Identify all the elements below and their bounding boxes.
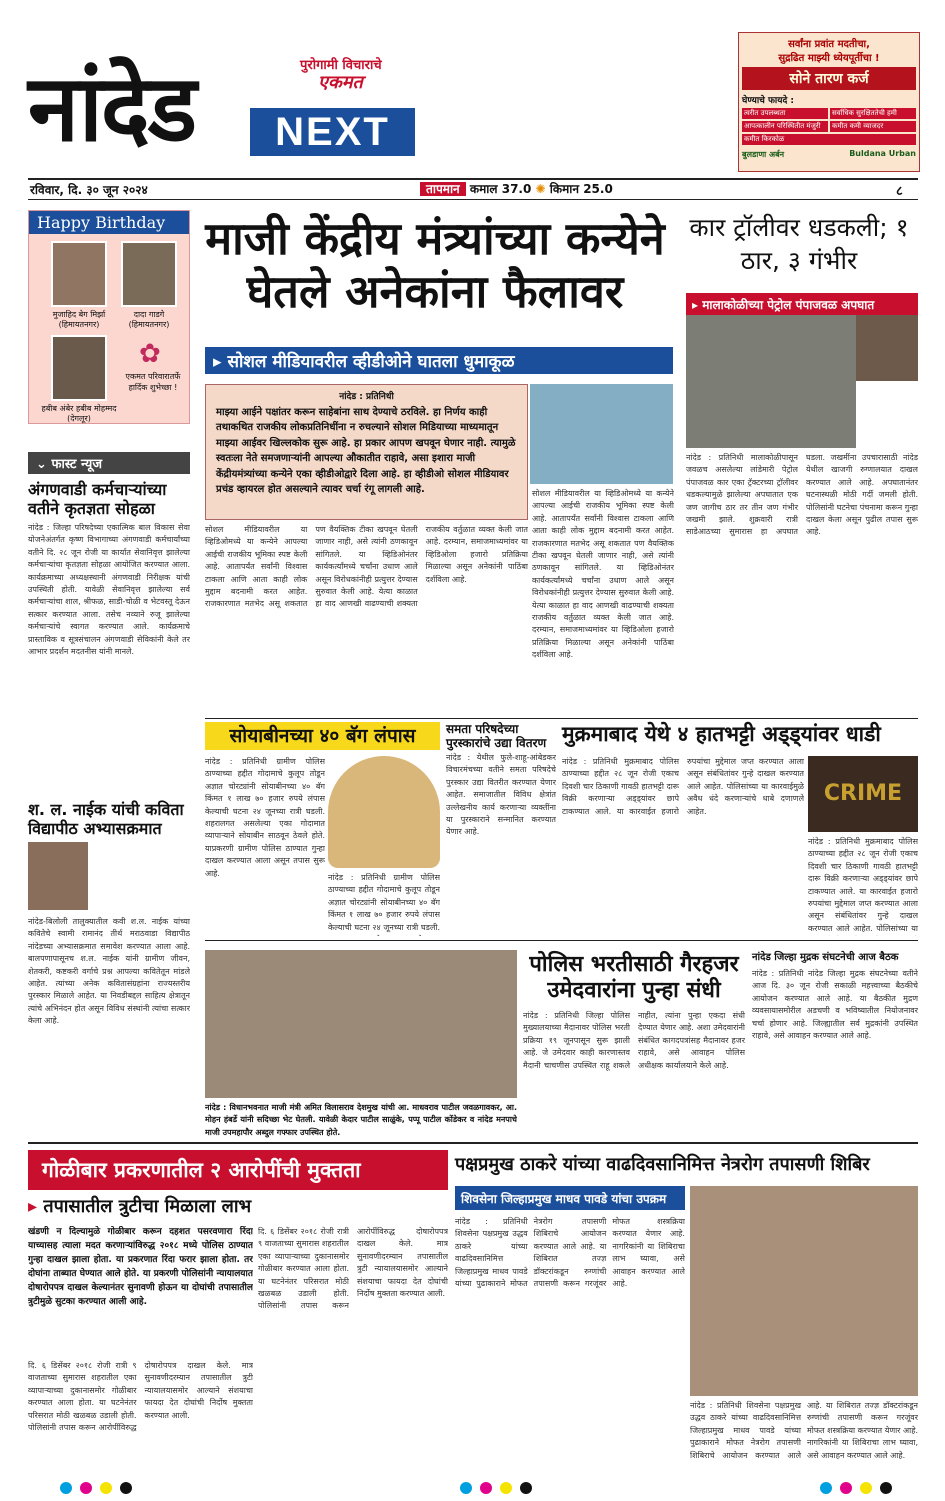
car-subhead: ▸ मालाकोळीच्या पेट्रोल पंपाजवळ अपघात <box>686 293 918 315</box>
birthday-place: (हिमायतनगर) <box>58 320 100 329</box>
lead-subhead-text: सोशल मीडियावरील व्हीडीओने घातला धुमाकूळ <box>227 352 515 372</box>
ad-pill: आपत्कालीन परिस्थितीत मंजुरी <box>742 121 828 132</box>
masthead-eknamat: एकमत <box>318 72 363 93</box>
fast-news-header <box>28 452 190 474</box>
birthday-name: दादा गाडगे <box>133 310 165 319</box>
birthday-name: हबीब अंबेर हबीब मोहम्मद <box>41 404 117 413</box>
register-dot <box>880 1482 892 1494</box>
thackeray-photo <box>690 1186 918 1396</box>
group-photo <box>205 950 517 1098</box>
car-headline[interactable]: कार ट्रॉलीवर धडकली; १ ठार, ३ गंभीर <box>689 213 909 275</box>
register-dot <box>60 1482 72 1494</box>
mukramabad-story: नांदेड : प्रतिनिधी मुक्रमाबाद पोलिस ठाण्याच्या हद्दीत २८ जून रोजी एकाच दिवशी चार ठिकाणी गावठी हातभट्टी दारू विक्री करणाऱ्या अड्ड्यांवर छापे टाकण्यात आले. या कारवाईत हजारो रुपयांचा मुद्देमाल जप्त करण्यात आला असून संबंधितांवर गुन्हे दाखल करण्यात आले आहेत. पोलिसांच्या या कारवाईमुळे अवैध धंदे करणाऱ्यांचे धाबे दणाणले आहेत. <box>562 757 804 816</box>
birthday-box <box>28 210 190 424</box>
weather-strip <box>420 180 613 197</box>
mudrak-story: नांदेड : प्रतिनिधी नांदेड जिल्हा मुद्रक संघटनेच्या वतीने आज दि. ३० जून रोजी सकाळी महत्त्वाच्या बैठकीचे आयोजन करण्यात आले आहे. या बैठकीत मुद्रण व्यवसायासमोरील अडचणी व भविष्यातील नियोजनावर चर्चा होणार आहे. जिल्ह्यातील सर्व मुद्रकांनी उपस्थित राहावे, असे आवाहन करण्यात आले आहे. <box>752 969 918 1040</box>
sun-icon: ✺ <box>535 182 546 196</box>
print-register-marks <box>0 1474 945 1501</box>
birthday-title: Happy Birthday <box>29 211 189 234</box>
weather-label: तापमान <box>420 182 466 196</box>
register-dot <box>480 1482 492 1494</box>
register-dot <box>120 1482 132 1494</box>
soyabean-story-cont: नांदेड : प्रतिनिधी ग्रामीण पोलिस ठाण्याच्या हद्दीत गोदामाचे कुलूप तोडून अज्ञात चोरट्यांनी सोयाबीनच्या ४० बॅग किंमत १ लाख ७० हजार रुपये लंपास केल्याची घटना २४ जूनच्या रात्री घडली. <box>328 873 440 932</box>
accident-car-photo <box>686 315 856 448</box>
divider <box>205 940 918 941</box>
flower-icon: ✿ <box>139 339 161 369</box>
goli-headline[interactable]: गोळीबार प्रकरणातील २ आरोपींची मुक्तता <box>28 1150 448 1190</box>
victim-photo <box>856 315 918 381</box>
divider <box>205 718 918 719</box>
soyabean-headline[interactable]: सोयाबीनच्या ४० बॅग लंपास <box>205 722 440 750</box>
group-photo-caption: नांदेड : विधानभवनात माजी मंत्री अमित विलासराव देशमुख यांची आ. माधवराव पाटील जवळगावकर, आ. मोहन हंबर्डे यांनी सदिच्छा भेट घेतली. यावेळी केदार पाटील साळुंके, पप्पू पाटील कोंडेकर व नांदेड मनपाचे माजी उपमहापौर अब्दुल गफ्फार उपस्थित होते. <box>205 1103 517 1137</box>
lead-byline: नांदेड : प्रतिनिधी <box>339 392 394 402</box>
birthday-photo <box>51 241 107 307</box>
ad-pill: सर्वाधिक सुरक्षिततेची हमी <box>830 108 916 119</box>
ad-line1: सर्वांना प्रवांत मदतीचा, <box>788 39 870 50</box>
ad-footer-right: Buldana Urban <box>849 149 916 158</box>
issue-date: रविवार, दि. ३० जून २०२४ <box>30 183 148 197</box>
register-dot <box>80 1482 92 1494</box>
eye-camp-story-cont: नांदेड : प्रतिनिधी शिवसेना पक्षप्रमुख उद्धव ठाकरे यांच्या वाढदिवसानिमित्त जिल्हाप्रमुख माधव पावडे यांच्या पुढाकाराने मोफत नेत्ररोग तपासणी शिबिराचे आयोजन करण्यात आले आहे. या शिबिरात तज्ज्ञ डॉक्टरांकडून रुग्णांची तपासणी करून गरजूंवर मोफत शस्त्रक्रिया करण्यात येणार आहे. नागरिकांनी या शिबिराचा लाभ घ्यावा, असे आवाहन करण्यात आले आहे. <box>690 1401 918 1460</box>
ad-pill: त्वरीत उपलब्धता <box>742 108 828 119</box>
eye-camp-story: नांदेड : प्रतिनिधी शिवसेना पक्षप्रमुख उद्धव ठाकरे यांच्या वाढदिवसानिमित्त जिल्हाप्रमुख माधव पावडे यांच्या पुढाकाराने मोफत नेत्ररोग तपासणी शिबिराचे आयोजन करण्यात आले आहे. या शिबिरात तज्ज्ञ डॉक्टरांकडून रुग्णांची तपासणी करून गरजूंवर मोफत शस्त्रक्रिया करण्यात येणार आहे. नागरिकांनी या शिबिराचा लाभ घ्यावा, असे आवाहन करण्यात आले आहे. <box>455 1217 685 1288</box>
ad-pill: कमीत कमी व्याजदर <box>830 121 916 132</box>
samata-story: नांदेड : येथील फुले-शाहू-आंबेडकर विचारमंचच्या वतीने समता परिषदेचे पुरस्कार उद्या वितरीत करण्यात येणार आहेत. समाजातील विविध क्षेत्रांत उल्लेखनीय कार्य करणाऱ्या व्यक्तींना या पुरस्काराने सन्मानित करण्यात येणार आहे. <box>446 753 556 837</box>
soyabean-story: नांदेड : प्रतिनिधी ग्रामीण पोलिस ठाण्याच्या हद्दीत गोदामाचे कुलूप तोडून अज्ञात चोरट्यांनी सोयाबीनच्या ४० बॅग किंमत १ लाख ७० हजार रुपये लंपास केल्याची घटना २४ जूनच्या रात्री घडली. शहरालगत असलेल्या एका गोदामात व्यापाऱ्याने सोयाबीन साठवून ठेवले होते. याप्रकरणी ग्रामीण पोलिस ठाण्यात गुन्हा दाखल करण्यात आला असून तपास सुरू आहे. <box>205 757 325 878</box>
goli-lede: खंडणी न दिल्यामुळे गोळीबार करून दहशत पसरवणारा रिंदा याच्यासह त्याला मदत करणाऱ्यांविरुद्ध २०१८ मध्ये पोलिस ठाण्यात गुन्हा दाखल झाला होता. या प्रकरणात रिंदा फरार झाला होता. तर दोघांना ताब्यात घेण्यात आले होते. या प्रकरणी पोलिसांनी न्यायालयात दोषारोपपत्र दाखल केल्यानंतर सुनावणी होऊन या दोघांची तपासातील त्रुटीमुळे सुटका करण्यात आली आहे. <box>28 1227 253 1307</box>
birthday-photo <box>121 241 177 307</box>
headline-naik[interactable]: श. ल. नाईक यांची कविता विद्यापीठ अभ्यासक्रमात <box>28 800 184 839</box>
goli-story-cont: दि. ६ डिसेंबर २०१८ रोजी रात्री ९ वाजताच्या सुमारास शहरातील एका व्यापाऱ्याच्या दुकानासमोर गोळीबार करण्यात आला होता. या घटनेनंतर परिसरात मोठी खळबळ उडाली होती. पोलिसांनी तपास करून आरोपींविरुद्ध दोषारोपपत्र दाखल केले. मात्र सुनावणीदरम्यान तपासातील त्रुटी न्यायालयासमोर आल्याने संशयाचा फायदा देत दोघांची निर्दोष मुक्तता करण्यात आली. <box>258 1227 448 1311</box>
register-dot <box>500 1482 512 1494</box>
goli-subhead-text: तपासातील त्रुटीचा मिळाला लाभ <box>43 1196 252 1217</box>
register-dot <box>860 1482 872 1494</box>
car-subhead-text: मालाकोळीच्या पेट्रोल पंपाजवळ अपघात <box>702 298 875 312</box>
min-temp: किमान 25.0 <box>549 182 613 196</box>
birthday-wish: एकमत परिवारातर्फे हार्दिक शुभेच्छा ! <box>125 372 181 392</box>
chevron-down-icon: ⌄ <box>36 457 47 472</box>
gold-loan-ad[interactable] <box>738 32 920 172</box>
ad-footer-left: बुलडाणा अर्बन <box>742 150 785 159</box>
birthday-place: (देगलूर) <box>67 414 91 423</box>
lead-subhead: ▸ सोशल मीडियावरील व्हीडीओने घातला धुमाकूळ <box>205 347 673 374</box>
police-headline[interactable]: पोलिस भरतीसाठी गैरहजर उमेदवारांना पुन्हा संधी <box>529 952 739 1004</box>
masthead-next-logo: NEXT <box>250 108 415 156</box>
goli-story: दि. ६ डिसेंबर २०१८ रोजी रात्री ९ वाजताच्या सुमारास शहरातील एका व्यापाऱ्याच्या दुकानासमोर गोळीबार करण्यात आला होता. या घटनेनंतर परिसरात मोठी खळबळ उडाली होती. पोलिसांनी तपास करून आरोपींविरुद्ध दोषारोपपत्र दाखल केले. मात्र सुनावणीदरम्यान तपासातील त्रुटी न्यायालयासमोर आल्याने संशयाचा फायदा देत दोघांची निर्दोष मुक्तता करण्यात आली. <box>28 1361 253 1432</box>
eye-camp-headline[interactable]: पक्षप्रमुख ठाकरे यांच्या वाढदिवसानिमित्त नेत्ररोग तपासणी शिबिर <box>455 1154 870 1175</box>
chevron-right-icon: ▸ <box>28 1196 38 1217</box>
mukramabad-headline[interactable]: मुक्रमाबाद येथे ४ हातभट्टी अड्ड्यांवर धाडी <box>562 722 881 746</box>
police-story: नांदेड : प्रतिनिधी जिल्हा पोलिस मुख्यालयाच्या मैदानावर पोलिस भरती प्रक्रिया १९ जूनपासून सुरू झाली आहे. जे उमेदवार काही कारणास्तव मैदानी चाचणीस उपस्थित राहू शकले नाहीत, त्यांना पुन्हा एकदा संधी देण्यात येणार आहे. अशा उमेदवारांनी संबंधित कागदपत्रांसह मैदानावर हजर राहावे, असे आवाहन पोलिस अधीक्षक कार्यालयाने केले आहे. <box>523 1011 745 1070</box>
story-naik: नांदेड-बिलोली तालुक्यातील कवी श.ल. नाईक यांच्या कवितेचे स्वामी रामानंद तीर्थ मराठवाडा विद्यापीठ नांदेडच्या अभ्यासक्रमात समावेश करण्यात आला आहे. बालपणापासूनच श.ल. नाईक यांनी ग्रामीण जीवन, शेतकरी, कष्टकरी वर्गाचे प्रश्न आपल्या कवितेतून मांडले आहेत. त्यांच्या अनेक कवितासंग्रहांना राज्यस्तरीय पुरस्कार मिळाले आहेत. या निवडीबद्दल साहित्य क्षेत्रातून त्यांचे अभिनंदन होत असून विविध संस्थांनी त्यांचा सत्कार केला आहे. <box>28 917 190 1026</box>
lead-quote: माझ्या आईने पक्षांतर करून साहेबांना साथ देण्याचे ठरविले. हा निर्णय काही तथाकथित राजकीय लोकप्रतिनिधींना न रुचल्याने सोशल मिडियाच्या माध्यमातून माझ्या आईवर खिल्लकोक सुरू आहे. हा प्रकार आपण खपवून घेणार नाही. त्यामुळे स्वतःला नेते समजणाऱ्यांनी आपल्या औकातीत राहावे, असा इशारा माजी केंद्रीयमंत्र्यांच्या कन्येने एका व्हीडीओद्वारे दिला आहे. हा व्हीडीओ सोशल मीडियावर प्रचंड व्हायरल होत असल्याने त्यावर चर्चा रंगू लागली आहे. <box>216 406 516 496</box>
car-story: नांदेड : प्रतिनिधी मालाकोळीपासून जवळच असलेल्या लांडेमारी पेट्रोल पंपाजवळ कार एका ट्रॅक्टरच्या ट्रॉलीवर धडकल्यामुळे झालेल्या अपघातात एक जण जागीच ठार तर तीन जण गंभीर जखमी झाले. शुक्रवारी रात्री साडेआठच्या सुमारास हा अपघात घडला. जखमींना उपचारासाठी नांदेड येथील खाजगी रुग्णालयात दाखल करण्यात आले आहे. अपघातानंतर घटनास्थळी मोठी गर्दी जमली होती. पोलिसांनी घटनेचा पंचनामा करून गुन्हा दाखल केला असून पुढील तपास सुरू आहे. <box>686 453 918 537</box>
crime-graphic: CRIME <box>808 756 918 832</box>
page-number: ८ <box>896 184 903 199</box>
story-anganwadi: नांदेड : जिल्हा परिषदेच्या एकात्मिक बाल विकास सेवा योजनेअंतर्गत कृष्ण विभागाच्या अंगणवाडी कर्मचार्यांच्या वतीने दि. २८ जून रोजी या कार्यात सेवानिवृत्त झालेल्या कर्मचाऱ्यांचा कृतज्ञता सोहळा आयोजित करण्यात आला. कार्यक्रमाच्या अध्यक्षस्थानी अंगणवाडी निरीक्षक यांची उपस्थिती होती. यावेळी सेवानिवृत्त झालेल्या सर्व कर्मचाऱ्यांचा शाल, श्रीफळ, साडी-चोळी व भेटवस्तू देऊन सत्कार करण्यात आला. तसेच नव्याने रुजू झालेल्या कर्मचाऱ्यांचे स्वागत करण्यात आले. कार्यक्रमाचे प्रास्ताविक व सूत्रसंचालन अंगणवाडी सेविकांनी केले तर आभार प्रदर्शन मदतनीस यांनी मानले. <box>28 523 190 656</box>
naik-photo <box>28 842 88 910</box>
samata-headline[interactable]: समता परिषदेच्या पुरस्कारांचे उद्या वितरण <box>446 722 547 751</box>
max-temp: कमाल 37.0 <box>469 182 532 196</box>
lead-quote-box <box>205 384 528 520</box>
divider <box>28 1142 918 1144</box>
lead-body-right: सोशल मीडियावरील या व्हिडिओमध्ये या कन्येने आपल्या आईची राजकीय भूमिका स्पष्ट केली आहे. आतापर्यंत सर्वांनी विश्वास टाकला आणि आता काही लोक मुद्दाम बदनामी करत आहेत. राजकारणात मतभेद असू शकतात पण वैयक्तिक टीका खपवून घेतली जाणार नाही, असे त्यांनी ठणकावून सांगितले. या व्हिडिओनंतर कार्यकर्त्यांमध्ये चर्चांना उधाण आले असून विरोधकांनीही प्रत्युत्तर देण्यास सुरुवात केली आहे. येत्या काळात हा वाद आणखी वाढण्याची शक्यता राजकीय वर्तुळात व्यक्त केली जात आहे. दरम्यान, समाजमाध्यमांवर या व्हिडिओला हजारो प्रतिक्रिया मिळाल्या असून अनेकांनी पाठिंबा दर्शविला आहे. <box>532 489 674 660</box>
masthead-tagline: पुरोगामी विचाराचे <box>300 58 382 73</box>
ad-line4: घेण्याचे फायदे : <box>742 96 794 106</box>
ad-pill: कमीत किरकोळ <box>742 134 916 145</box>
ad-line2: सुद्रढित माझ्यी ध्येयपूर्तीचा ! <box>778 53 880 64</box>
headline-anganwadi[interactable]: अंगणवाडी कर्मचाऱ्यांच्या वतीने कृतज्ञता सोहळा <box>28 480 167 519</box>
birthday-photo <box>51 335 107 401</box>
mukramabad-story-cont: नांदेड : प्रतिनिधी मुक्रमाबाद पोलिस ठाण्याच्या हद्दीत २८ जून रोजी एकाच दिवशी चार ठिकाणी गावठी हातभट्टी दारू विक्री करणाऱ्या अड्ड्यांवर छापे टाकण्यात आले. या कारवाईत हजारो रुपयांचा मुद्देमाल जप्त करण्यात आला असून संबंधितांवर गुन्हे दाखल करण्यात आले आहेत. पोलिसांच्या या <box>808 837 918 933</box>
trolls-illustration <box>530 384 673 484</box>
birthday-place: (हिमायतनगर) <box>128 320 170 329</box>
mudrak-headline[interactable]: नांदेड जिल्हा मुद्रक संघटनेची आज बैठक <box>752 952 899 963</box>
birthday-name: मुजाहिद बेग मिर्झा <box>52 310 106 319</box>
masthead-brand: नांदेड <box>28 54 195 162</box>
fast-news-label: फास्ट न्यूज <box>51 457 102 472</box>
register-dot <box>460 1482 472 1494</box>
eye-camp-subhead: शिवसेना जिल्हाप्रमुख माधव पावडे यांचा उपक्रम <box>455 1186 685 1210</box>
goli-subhead <box>28 1196 448 1218</box>
register-dot <box>820 1482 832 1494</box>
lead-body-left: सोशल मीडियावरील या व्हिडिओमध्ये या कन्येने आपल्या आईची राजकीय भूमिका स्पष्ट केली आहे. आतापर्यंत सर्वांनी विश्वास टाकला आणि आता काही लोक मुद्दाम बदनामी करत आहेत. राजकारणात मतभेद असू शकतात पण वैयक्तिक टीका खपवून घेतली जाणार नाही, असे त्यांनी ठणकावून सांगितले. या व्हिडिओनंतर कार्यकर्त्यांमध्ये चर्चांना उधाण आले असून विरोधकांनीही प्रत्युत्तर देण्यास सुरुवात केली आहे. येत्या काळात हा वाद आणखी वाढण्याची शक्यता राजकीय वर्तुळात व्यक्त केली जात आहे. दरम्यान, समाजमाध्यमांवर या व्हिडिओला हजारो प्रतिक्रिया मिळाल्या असून अनेकांनी पाठिंबा दर्शविला आहे. <box>205 525 528 609</box>
register-dot <box>100 1482 112 1494</box>
ad-headline: सोने तारण कर्ज <box>742 67 916 90</box>
lead-headline[interactable]: माजी केंद्रीय मंत्र्यांच्या कन्येने घेतले अनेकांना फैलावर <box>205 212 665 319</box>
soyabean-photo <box>328 756 440 868</box>
register-dot <box>520 1482 532 1494</box>
register-dot <box>840 1482 852 1494</box>
story-naik-intro <box>92 842 190 912</box>
